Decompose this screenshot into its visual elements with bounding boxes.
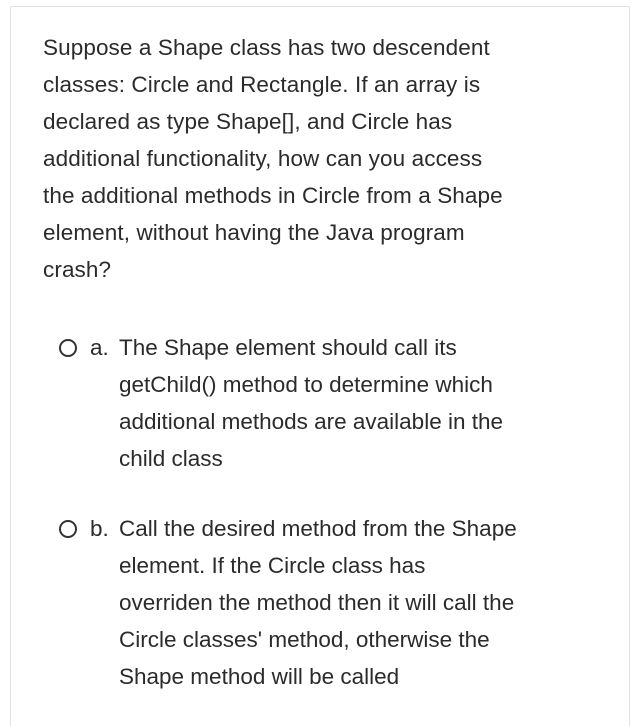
radio-button-b[interactable] <box>59 520 77 538</box>
question-line: Suppose a Shape class has two descendent <box>43 35 490 60</box>
option-line: Shape method will be called <box>119 664 400 689</box>
option-line: getChild() method to determine which <box>119 372 493 397</box>
question-line: classes: Circle and Rectangle. If an array is <box>43 72 481 97</box>
option-letter-b: b. <box>90 516 109 541</box>
option-line: overriden the method then it will call the <box>119 590 515 615</box>
option-line: Circle classes' method, otherwise the <box>119 627 490 652</box>
question-text <box>43 29 603 288</box>
radio-button-a[interactable] <box>59 339 77 357</box>
option-text-b[interactable] <box>119 510 589 695</box>
option-text-a[interactable] <box>119 329 589 477</box>
question-line: additional functionality, how can you access <box>43 146 483 171</box>
option-line: Call the desired method from the Shape <box>119 516 517 541</box>
option-letter-a: a. <box>90 335 109 360</box>
question-line: element, without having the Java program <box>43 220 465 245</box>
option-line: element. If the Circle class has <box>119 553 426 578</box>
question-line: the additional methods in Circle from a Shape <box>43 183 503 208</box>
question-line: declared as type Shape[], and Circle has <box>43 109 453 134</box>
option-line: The Shape element should call its <box>119 335 457 360</box>
option-line: additional methods are available in the <box>119 409 504 434</box>
question-line: crash? <box>43 257 112 282</box>
question-card <box>10 6 630 726</box>
option-line: child class <box>119 446 223 471</box>
